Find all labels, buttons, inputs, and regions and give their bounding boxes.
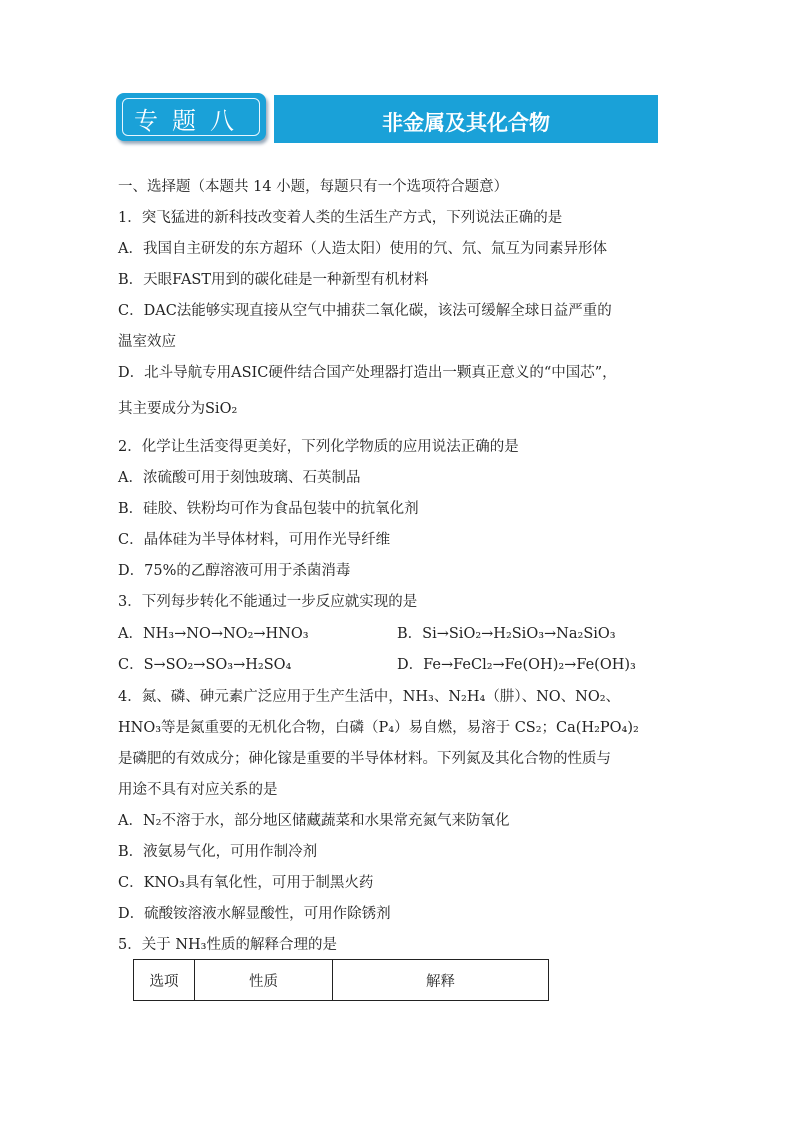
q2-option-d: D．75%的乙醇溶液可用于杀菌消毒: [118, 563, 351, 579]
q3-option-c: C．S→SO₂→SO₃→H₂SO₄: [118, 657, 292, 673]
topic-title: 非金属及其化合物: [382, 111, 550, 135]
question-2: 2．化学让生活变得更美好，下列化学物质的应用说法正确的是: [118, 439, 519, 455]
q1-option-d: D．北斗导航专用ASIC硬件结合国产处理器打造出一颗真正意义的“中国芯”，: [118, 365, 617, 381]
q1-option-c-cont: 温室效应: [118, 334, 176, 350]
question-4-cont2: 是磷肥的有效成分；砷化镓是重要的半导体材料。下列氮及其化合物的性质与: [118, 751, 611, 767]
q1-option-d-cont: 其主要成分为SiO₂: [118, 401, 238, 417]
q3-option-d: D．Fe→FeCl₂→Fe(OH)₂→Fe(OH)₃: [397, 657, 636, 673]
table-header-row: [134, 960, 549, 1001]
q4-option-c: C．KNO₃具有氧化性，可用于制黑火药: [118, 875, 374, 891]
q2-option-a: A．浓硫酸可用于刻蚀玻璃、石英制品: [118, 470, 361, 486]
q1-option-a: A．我国自主研发的东方超环（人造太阳）使用的氕、氘、氚互为同素异形体: [118, 241, 607, 257]
table-header-cell: 解释: [333, 960, 549, 1001]
topic-title-bar: [274, 95, 658, 143]
question-4: 4．氮、磷、砷元素广泛应用于生产生活中，NH₃、N₂H₄（肼）、NO、NO₂、: [118, 689, 621, 705]
section-heading: 一、选择题（本题共 14 小题，每题只有一个选项符合题意）: [118, 179, 509, 195]
topic-badge: [116, 93, 266, 141]
table-header-cell: 选项: [134, 960, 195, 1001]
answer-table: [133, 959, 549, 1001]
q4-option-d: D．硫酸铵溶液水解显酸性，可用作除锈剂: [118, 906, 391, 922]
q3-option-a: A．NH₃→NO→NO₂→HNO₃: [118, 626, 309, 642]
q2-option-c: C．晶体硅为半导体材料，可用作光导纤维: [118, 532, 391, 548]
topic-badge-text: 专题八: [134, 107, 248, 135]
q1-option-c: C．DAC法能够实现直接从空气中捕获二氧化碳，该法可缓解全球日益严重的: [118, 303, 612, 319]
q3-option-b: B．Si→SiO₂→H₂SiO₃→Na₂SiO₃: [397, 626, 616, 642]
table-header-cell: 性质: [195, 960, 333, 1001]
question-5: 5．关于 NH₃性质的解释合理的是: [118, 937, 337, 953]
question-4-cont1: HNO₃等是氮重要的无机化合物，白磷（P₄）易自燃，易溶于 CS₂；Ca(H₂PO₄)₂: [118, 720, 639, 736]
question-3: 3．下列每步转化不能通过一步反应就实现的是: [118, 594, 418, 610]
q4-option-b: B．液氨易气化，可用作制冷剂: [118, 844, 318, 860]
q2-option-b: B．硅胶、铁粉均可作为食品包装中的抗氧化剂: [118, 501, 419, 517]
question-4-cont3: 用途不具有对应关系的是: [118, 782, 278, 798]
q4-option-a: A．N₂不溶于水，部分地区储藏蔬菜和水果常充氮气来防氧化: [118, 813, 510, 829]
question-1: 1．突飞猛进的新科技改变着人类的生活生产方式，下列说法正确的是: [118, 210, 563, 226]
q1-option-b: B．天眼FAST用到的碳化硅是一种新型有机材料: [118, 272, 429, 288]
